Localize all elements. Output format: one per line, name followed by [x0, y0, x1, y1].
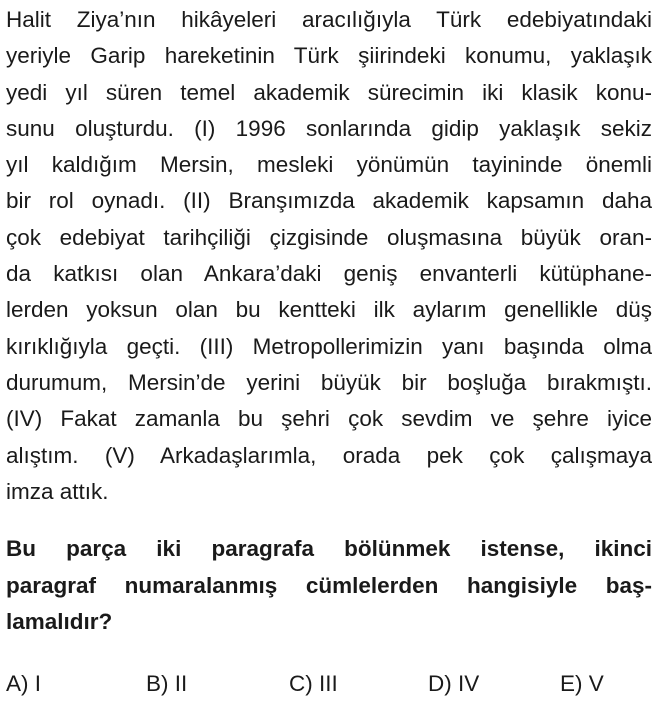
- option-d[interactable]: D) IV: [428, 671, 480, 696]
- passage-line: (IV) Fakat zamanla bu şehri çok sevdim ve şehre iyice: [6, 406, 652, 432]
- passage-line: Halit Ziya’nın hikâyeleri aracılığıyla Türk edebiyatındaki: [6, 7, 652, 32]
- question-line: paragraf numaralanmış cümlelerden hangisiyle baş-: [6, 572, 652, 598]
- passage-line: yeriyle Garip hareketinin Türk şiirindeki konumu, yaklaşık: [6, 43, 652, 69]
- passage-line: kırıklığıyla geçti. (III) Metropollerimizin yanı başında olma: [6, 333, 652, 359]
- passage-line: yedi yıl süren temel akademik sürecimin iki klasik konu-: [6, 79, 652, 105]
- question-stem: [6, 531, 652, 641]
- answer-options: [0, 666, 665, 702]
- passage-line: bir rol oynadı. (II) Branşımızda akademik kapsamın daha: [6, 188, 652, 214]
- option-e[interactable]: E) V: [560, 671, 604, 696]
- passage-line: da katkısı olan Ankara’daki geniş envanterli kütüphane-: [6, 261, 652, 287]
- option-b[interactable]: B) II: [146, 671, 188, 696]
- passage-line: imza attık.: [6, 478, 109, 504]
- passage-line: durumum, Mersin’de yerini büyük bir boşluğa bırakmıştı.: [6, 369, 652, 395]
- passage-line: çok edebiyat tarihçiliği çizgisinde oluşmasına büyük oran-: [6, 224, 652, 250]
- option-c[interactable]: C) III: [289, 671, 338, 696]
- question-line: Bu parça iki paragrafa bölünmek istense, ikinci: [6, 536, 652, 561]
- option-a[interactable]: A) I: [6, 671, 42, 696]
- question-line: lamalıdır?: [6, 609, 113, 634]
- passage-line: yıl kaldığım Mersin, mesleki yönümün tayininde önemli: [6, 152, 652, 178]
- passage-line: lerden yoksun olan bu kentteki ilk aylarım genellikle düş: [6, 297, 652, 323]
- passage-line: alıştım. (V) Arkadaşlarımla, orada pek çok çalışmaya: [6, 442, 652, 468]
- passage: [6, 2, 652, 510]
- passage-line: sunu oluşturdu. (I) 1996 sonlarında gidip yaklaşık sekiz: [6, 115, 652, 141]
